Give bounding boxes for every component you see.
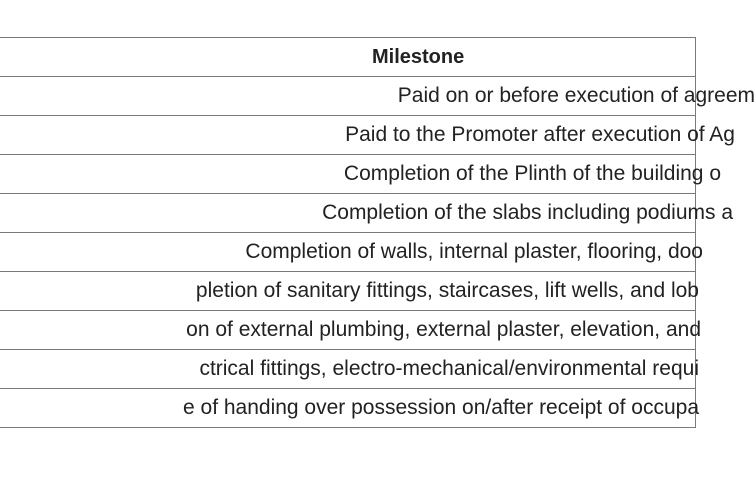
milestone-cell [0,311,701,350]
table-row [0,77,696,116]
table-row [0,311,696,350]
milestone-cell [0,77,755,116]
milestone-cell [0,350,699,389]
milestone-table [0,37,755,428]
milestone-text: Paid on or before execution of agreem [397,84,755,107]
milestone-column-header: Milestone [0,38,696,77]
milestone-text: Paid to the Promoter after execution of Ag [345,123,735,146]
table-row [0,350,696,389]
milestone-text: pletion of sanitary fittings, staircases, lift wells, and lob [195,279,699,302]
milestone-text: ctrical fittings, electro-mechanical/environmental requi [199,357,699,380]
table-row [0,194,696,233]
table-row [0,389,696,428]
table-row [0,233,696,272]
milestone-text: Completion of the Plinth of the building o [343,162,721,185]
milestone-cell [0,116,735,155]
table-header-row [0,38,696,77]
table-row [0,116,696,155]
milestone-text: Completion of walls, internal plaster, flooring, doo [245,240,703,263]
milestone-text: e of handing over possession on/after receipt of occupa [183,396,699,419]
milestone-text: Completion of the slabs including podiums a [322,201,733,224]
table-row [0,272,696,311]
table-row [0,155,696,194]
milestone-cell [0,194,733,233]
milestone-cell [0,233,703,272]
milestone-cell [0,272,699,311]
milestone-text: on of external plumbing, external plaster, elevation, and [186,318,701,341]
milestone-cell [0,389,699,428]
milestone-cell [0,155,721,194]
